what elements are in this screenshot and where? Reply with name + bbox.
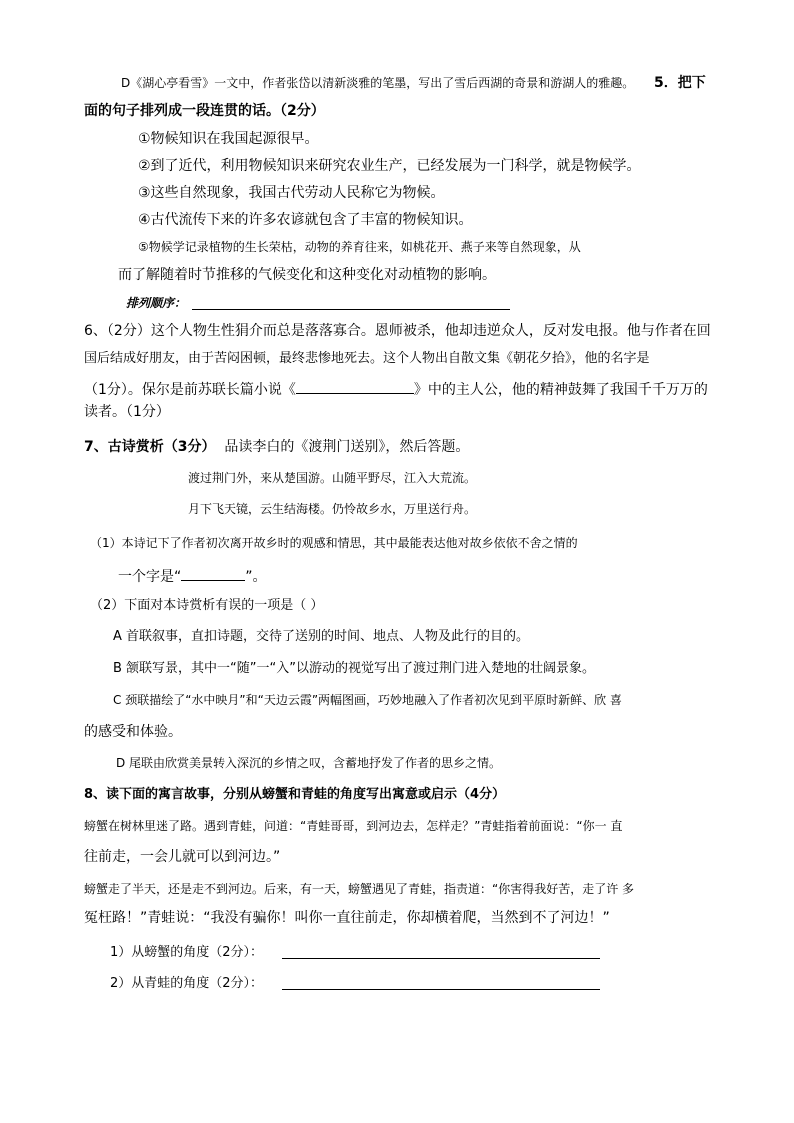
sentence-item: 而了解随着时节推移的气候变化和这种变化对动植物的影响。: [118, 267, 496, 283]
answer-prompt: 2）从青蛙的角度（2分）：: [110, 976, 264, 991]
text-segment: ”。: [245, 569, 267, 585]
sentence-item: ③这些自然现象，我国古代劳动人民称它为物候。: [138, 185, 445, 201]
question-heading: [84, 440, 469, 454]
question-text: 6、（2分）这个人物生性狷介而总是落落寡合。恩师被杀，他却违逆众人，反对发电报。他与作者在回: [84, 323, 711, 339]
heading-text: 品读李白的《渡荆门送别》，然后答题。: [224, 439, 470, 455]
answer-blank[interactable]: [192, 309, 510, 310]
option-c-continued: 的感受和体验。: [84, 724, 182, 740]
poem-line: 渡过荆门外，来从楚国游。山随平野尽，江入大荒流。: [188, 471, 477, 485]
sub-question: （1）本诗记下了作者初次离开故乡时的观感和情思，其中最能表达他对故乡依依不舍之情的: [90, 536, 578, 550]
sub-question: （2）下面对本诗赏析有误的一项是（ ）: [90, 598, 324, 613]
fable-text: 螃蟹走了半天，还是走不到河边。后来，有一天，螃蟹遇见了青蛙，指责道：“你害得我好苦，走了许 多: [84, 882, 635, 896]
fable-text: 往前走，一会儿就可以到河边。”: [84, 849, 281, 865]
fable-text: 螃蟹在树林里迷了路。遇到青蛙，问道：“青蛙哥哥，到河边去，怎样走？”青蛙指着前面说：“你一 直: [84, 819, 623, 833]
option-b: B 颔联写景，其中一“随”一“入”以游动的视觉写出了渡过荆门进入楚地的壮阔景象。: [113, 661, 595, 676]
fable-text: 冤枉路！”青蛙说：“我没有骗你！叫你一直往前走，你却横着爬，当然到不了河边！”: [84, 910, 610, 926]
sentence-item: ⑤物候学记录植物的生长荣枯，动物的养育往来，如桃花开、燕子来等自然现象，从: [138, 240, 581, 254]
question-text: 读者。（1分）: [84, 404, 170, 420]
text-segment: 一个字是“: [118, 569, 182, 585]
sentence-item: ②到了近代，利用物候知识来研究农业生产，已经发展为一门科学，就是物候学。: [138, 158, 641, 174]
question-number: 5．把下: [654, 75, 706, 91]
option-d: D 尾联由欣赏美景转入深沉的乡情之叹，含蓄地抒发了作者的思乡之情。: [116, 756, 502, 770]
answer-prompt: 1）从螃蟹的角度（2分）：: [110, 945, 264, 960]
question-heading: 8、读下面的寓言故事，分别从螃蟹和青蛙的角度写出寓意或启示（4分）: [84, 787, 506, 802]
question-text: 面的句子排列成一段连贯的话。（2分）: [84, 103, 325, 119]
text-segment: 》中的主人公，他的精神鼓舞了我国千千万万的: [413, 382, 708, 398]
sentence-item: ④古代流传下来的许多农谚就包含了丰富的物候知识。: [138, 212, 473, 228]
answer-blank[interactable]: [282, 958, 600, 959]
answer-blank[interactable]: [296, 379, 414, 394]
question-text: [84, 379, 708, 397]
sentence-item: ①物候知识在我国起源很早。: [138, 131, 319, 147]
text-segment: （1分）。保尔是前苏联长篇小说《: [84, 382, 296, 398]
sub-question: [118, 566, 267, 584]
answer-label: 排列顺序：: [126, 296, 187, 310]
option-a: A 首联叙事，直扣诗题，交待了送别的时间、地点、人物及此行的目的。: [113, 629, 530, 644]
heading-label: 7、古诗赏析（3分）: [84, 439, 216, 455]
answer-blank[interactable]: [181, 566, 245, 581]
question-text: 国后结成好朋友，由于苦闷困顿，最终悲惨地死去。这个人物出自散文集《朝花夕拾》，他的名字是: [84, 351, 650, 366]
text-line: D《湖心亭看雪》一文中，作者张岱以清新淡雅的笔墨，写出了雪后西湖的奇景和游湖人的雅趣。: [121, 76, 635, 90]
option-c: C 颈联描绘了“水中映月”和“天边云霞”两幅图画，巧妙地融入了作者初次见到平原时新鲜、欣 喜: [113, 693, 622, 707]
poem-line: 月下飞天镜，云生结海楼。仍怜故乡水，万里送行舟。: [188, 502, 477, 516]
answer-blank[interactable]: [282, 989, 600, 990]
